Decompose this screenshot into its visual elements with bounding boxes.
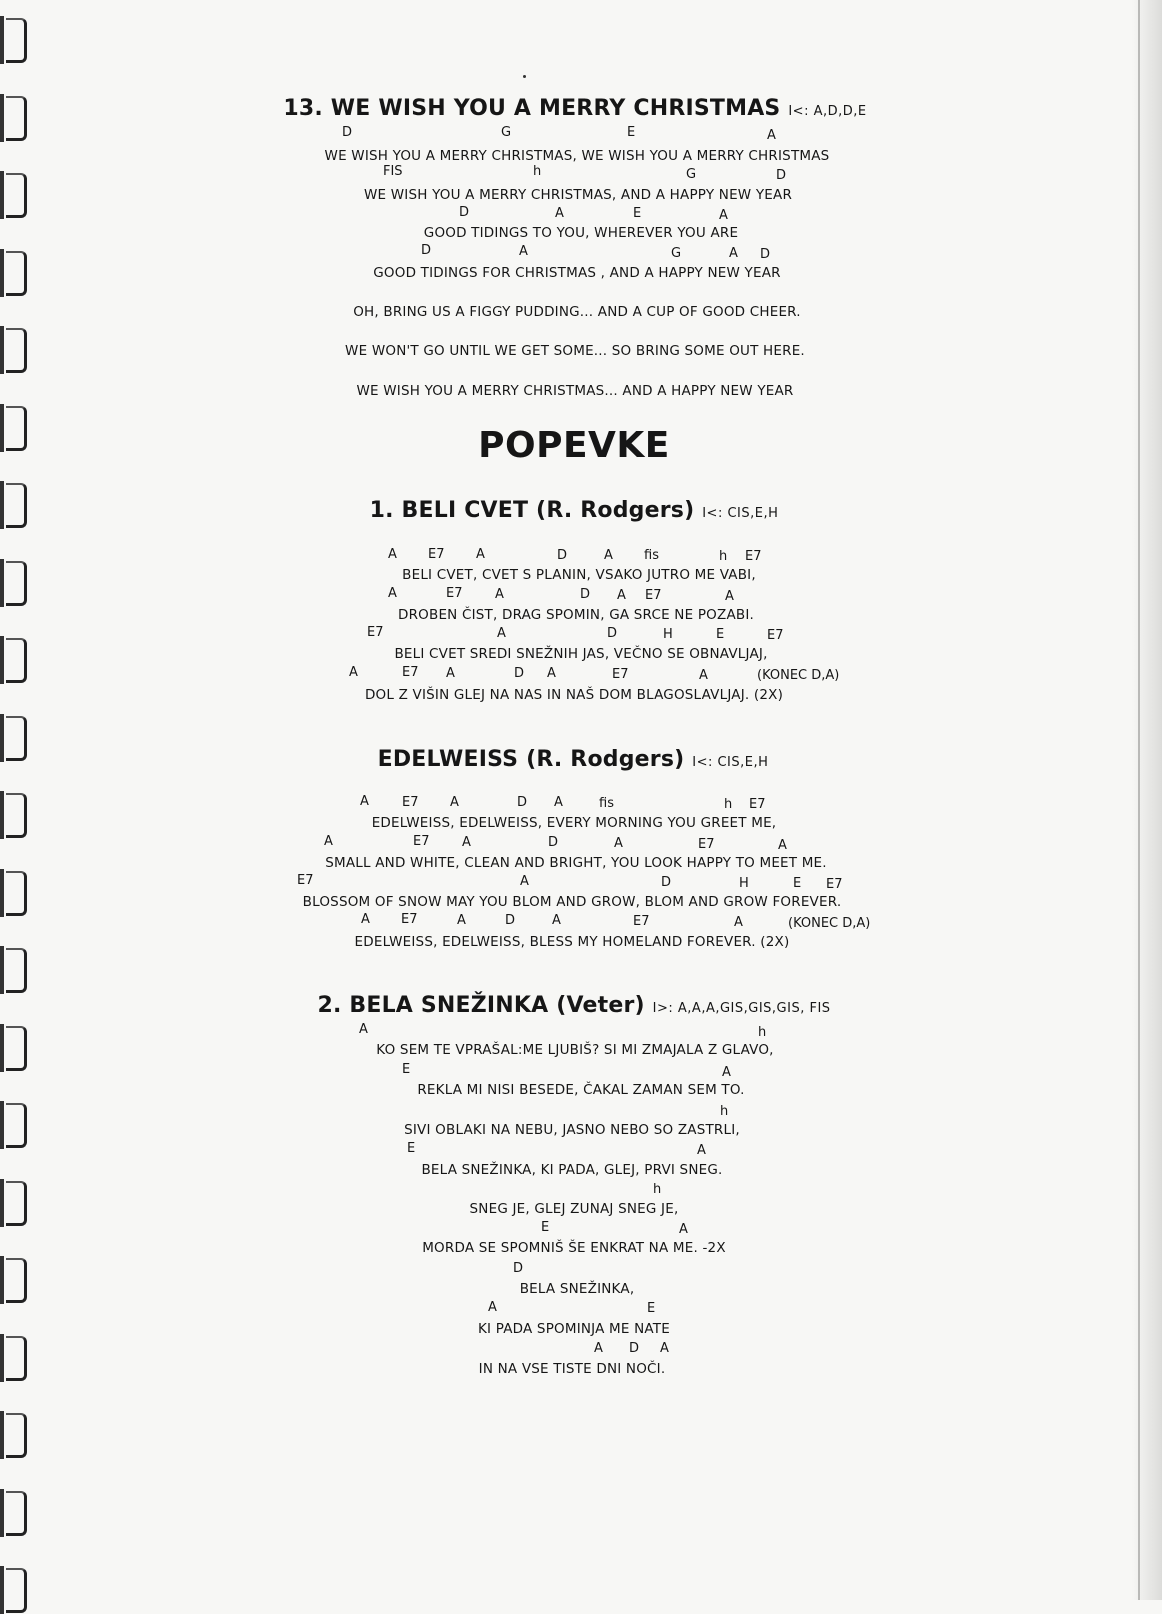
chord: G [671, 246, 682, 261]
chord: E7 [767, 628, 784, 643]
chord: h [720, 1104, 729, 1119]
chord: A [495, 587, 504, 602]
song-title-beli-cvet: 1. BELI CVET (R. Rodgers) I<: CIS,E,H [369, 498, 779, 523]
chord: E7 [367, 625, 384, 640]
chord: E [793, 876, 802, 891]
song-title-edelweiss: EDELWEISS (R. Rodgers) I<: CIS,E,H [377, 747, 769, 772]
chord: D [760, 247, 771, 262]
chord: E [716, 627, 725, 642]
chord: E [633, 206, 642, 221]
chord: D [580, 587, 591, 602]
chord: FIS [383, 164, 403, 179]
chord: E [627, 125, 636, 140]
chord: A [660, 1341, 669, 1356]
chord: E7 [612, 667, 629, 682]
chord: A [604, 548, 613, 563]
section-title: POPEVKE [478, 425, 670, 466]
chord: h [724, 797, 733, 812]
chord: A [388, 547, 397, 562]
chord: A [617, 588, 626, 603]
chord: A [679, 1222, 688, 1237]
chord: D [342, 125, 353, 140]
chord: A [520, 874, 529, 889]
lyric-line: DROBEN ČIST, DRAG SPOMIN, GA SRCE NE POZABI. [397, 607, 755, 623]
chord: E7 [698, 837, 715, 852]
chord: E7 [446, 586, 463, 601]
lyric-line: WE WISH YOU A MERRY CHRISTMAS... AND A HAPPY NEW YEAR [356, 383, 794, 399]
chord: E7 [826, 877, 843, 892]
lyric-line: OH, BRING US A FIGGY PUDDING... AND A CUP OF GOOD CHEER. [353, 304, 801, 320]
chord: A [734, 915, 743, 930]
song-intro: I<: A,D,D,E [788, 104, 867, 119]
chord: (KONEC D,A) [788, 916, 871, 931]
chord: h [758, 1025, 767, 1040]
chord: E7 [633, 914, 650, 929]
chord: A [497, 626, 506, 641]
song-title-we-wish: 13. WE WISH YOU A MERRY CHRISTMAS I<: A,D,D,E [283, 96, 867, 121]
binding-ring [6, 1413, 27, 1458]
lyric-line: GOOD TIDINGS TO YOU, WHEREVER YOU ARE [423, 225, 739, 241]
chord: A [554, 795, 563, 810]
chord: A [359, 1022, 368, 1037]
binding-ring [6, 1568, 27, 1613]
lyric-line: IN NA VSE TISTE DNI NOČI. [478, 1361, 666, 1377]
chord: E7 [402, 665, 419, 680]
chord: A [547, 666, 556, 681]
song-intro: I<: CIS,E,H [702, 506, 779, 521]
chord: A [767, 128, 776, 143]
chord: D [459, 205, 470, 220]
lyric-line: MORDA SE SPOMNIŠ ŠE ENKRAT NA ME. -2X [422, 1240, 726, 1256]
chord: h [653, 1182, 662, 1197]
chord: A [462, 835, 471, 850]
chord: E [402, 1062, 411, 1077]
chord: A [349, 665, 358, 680]
chord: h [719, 549, 728, 564]
chord: G [686, 167, 697, 182]
chord: E7 [645, 588, 662, 603]
chord: D [421, 243, 432, 258]
chord: E7 [745, 549, 762, 564]
chord: A [450, 795, 459, 810]
binding-ring [6, 948, 27, 993]
chord: E7 [402, 795, 419, 810]
chord: G [501, 125, 512, 140]
paper-speck [523, 75, 526, 78]
chord: A [719, 208, 728, 223]
lyric-line: WE WISH YOU A MERRY CHRISTMAS, WE WISH YOU A MERRY CHRISTMAS [324, 148, 830, 164]
chord: A [476, 547, 485, 562]
lyric-line: BELA SNEŽINKA, [519, 1281, 635, 1297]
chord: A [778, 838, 787, 853]
lyric-line: DOL Z VIŠIN GLEJ NA NAS IN NAŠ DOM BLAGOSLAVLJAJ. (2X) [364, 687, 784, 703]
chord: fis [644, 548, 659, 563]
chord: D [548, 835, 559, 850]
binding-ring [6, 18, 27, 63]
song-intro: I>: A,A,A,GIS,GIS,GIS, FIS [652, 1001, 831, 1016]
lyric-line: EDELWEISS, EDELWEISS, EVERY MORNING YOU GREET ME, [371, 815, 777, 831]
chord: D [514, 666, 525, 681]
binding-ring [6, 1491, 27, 1536]
chord: A [324, 834, 333, 849]
chord: A [699, 668, 708, 683]
lyric-line: BELA SNEŽINKA, KI PADA, GLEJ, PRVI SNEG. [421, 1162, 723, 1178]
lyric-line: BLOSSOM OF SNOW MAY YOU BLOM AND GROW, BLOM AND GROW FOREVER. [302, 894, 842, 910]
song-intro: I<: CIS,E,H [692, 755, 769, 770]
chord: A [729, 246, 738, 261]
chord: A [519, 244, 528, 259]
chord: A [722, 1065, 731, 1080]
chord: H [739, 876, 749, 891]
lyric-line: BELI CVET SREDI SNEŽNIH JAS, VEČNO SE OBNAVLJAJ, [394, 646, 768, 662]
chord: D [607, 626, 618, 641]
chord: A [552, 913, 561, 928]
chord: E7 [749, 797, 766, 812]
chord: E [407, 1141, 416, 1156]
lyric-line: WE WON'T GO UNTIL WE GET SOME... SO BRING SOME OUT HERE. [345, 343, 805, 359]
chord: A [614, 836, 623, 851]
song-title-bela-snezinka: 2. BELA SNEŽINKA (Veter) I>: A,A,A,GIS,GIS,GIS, FIS [317, 993, 831, 1018]
chord: D [505, 913, 516, 928]
chord: D [513, 1261, 524, 1276]
lyric-line: SIVI OBLAKI NA NEBU, JASNO NEBO SO ZASTRLI, [404, 1122, 740, 1138]
chord: (KONEC D,A) [757, 668, 840, 683]
chord: H [663, 627, 673, 642]
chord: h [533, 164, 542, 179]
chord: A [360, 794, 369, 809]
chord: D [517, 795, 528, 810]
chord: A [555, 206, 564, 221]
chord: A [457, 913, 466, 928]
lyric-line: KI PADA SPOMINJA ME NATE [478, 1321, 670, 1337]
chord: E7 [428, 547, 445, 562]
lyric-line: BELI CVET, CVET S PLANIN, VSAKO JUTRO ME VABI, [402, 567, 756, 583]
chord: A [446, 666, 455, 681]
chord: A [594, 1341, 603, 1356]
chord: E [647, 1301, 656, 1316]
chord: E7 [401, 912, 418, 927]
chord: E7 [297, 873, 314, 888]
chord: A [488, 1300, 497, 1315]
chord: D [661, 875, 672, 890]
lyric-line: REKLA MI NISI BESEDE, ČAKAL ZAMAN SEM TO. [417, 1082, 745, 1098]
chord: D [776, 168, 787, 183]
chord: A [388, 586, 397, 601]
lyric-line: GOOD TIDINGS FOR CHRISTMAS , AND A HAPPY NEW YEAR [373, 265, 781, 281]
chord: A [697, 1143, 706, 1158]
chord: D [557, 548, 568, 563]
chord: A [725, 589, 734, 604]
lyric-line: WE WISH YOU A MERRY CHRISTMAS, AND A HAPPY NEW YEAR [363, 187, 793, 203]
lyric-line: EDELWEISS, EDELWEISS, BLESS MY HOMELAND FOREVER. (2X) [354, 934, 790, 950]
chord: E [541, 1220, 550, 1235]
lyric-line: SMALL AND WHITE, CLEAN AND BRIGHT, YOU LOOK HAPPY TO MEET ME. [325, 855, 827, 871]
chord: E7 [413, 834, 430, 849]
chord: D [629, 1341, 640, 1356]
lyric-line: SNEG JE, GLEJ ZUNAJ SNEG JE, [469, 1201, 679, 1217]
chord: A [361, 912, 370, 927]
chord: fis [599, 796, 614, 811]
lyric-line: KO SEM TE VPRAŠAL:ME LJUBIŠ? SI MI ZMAJALA Z GLAVO, [376, 1042, 774, 1058]
